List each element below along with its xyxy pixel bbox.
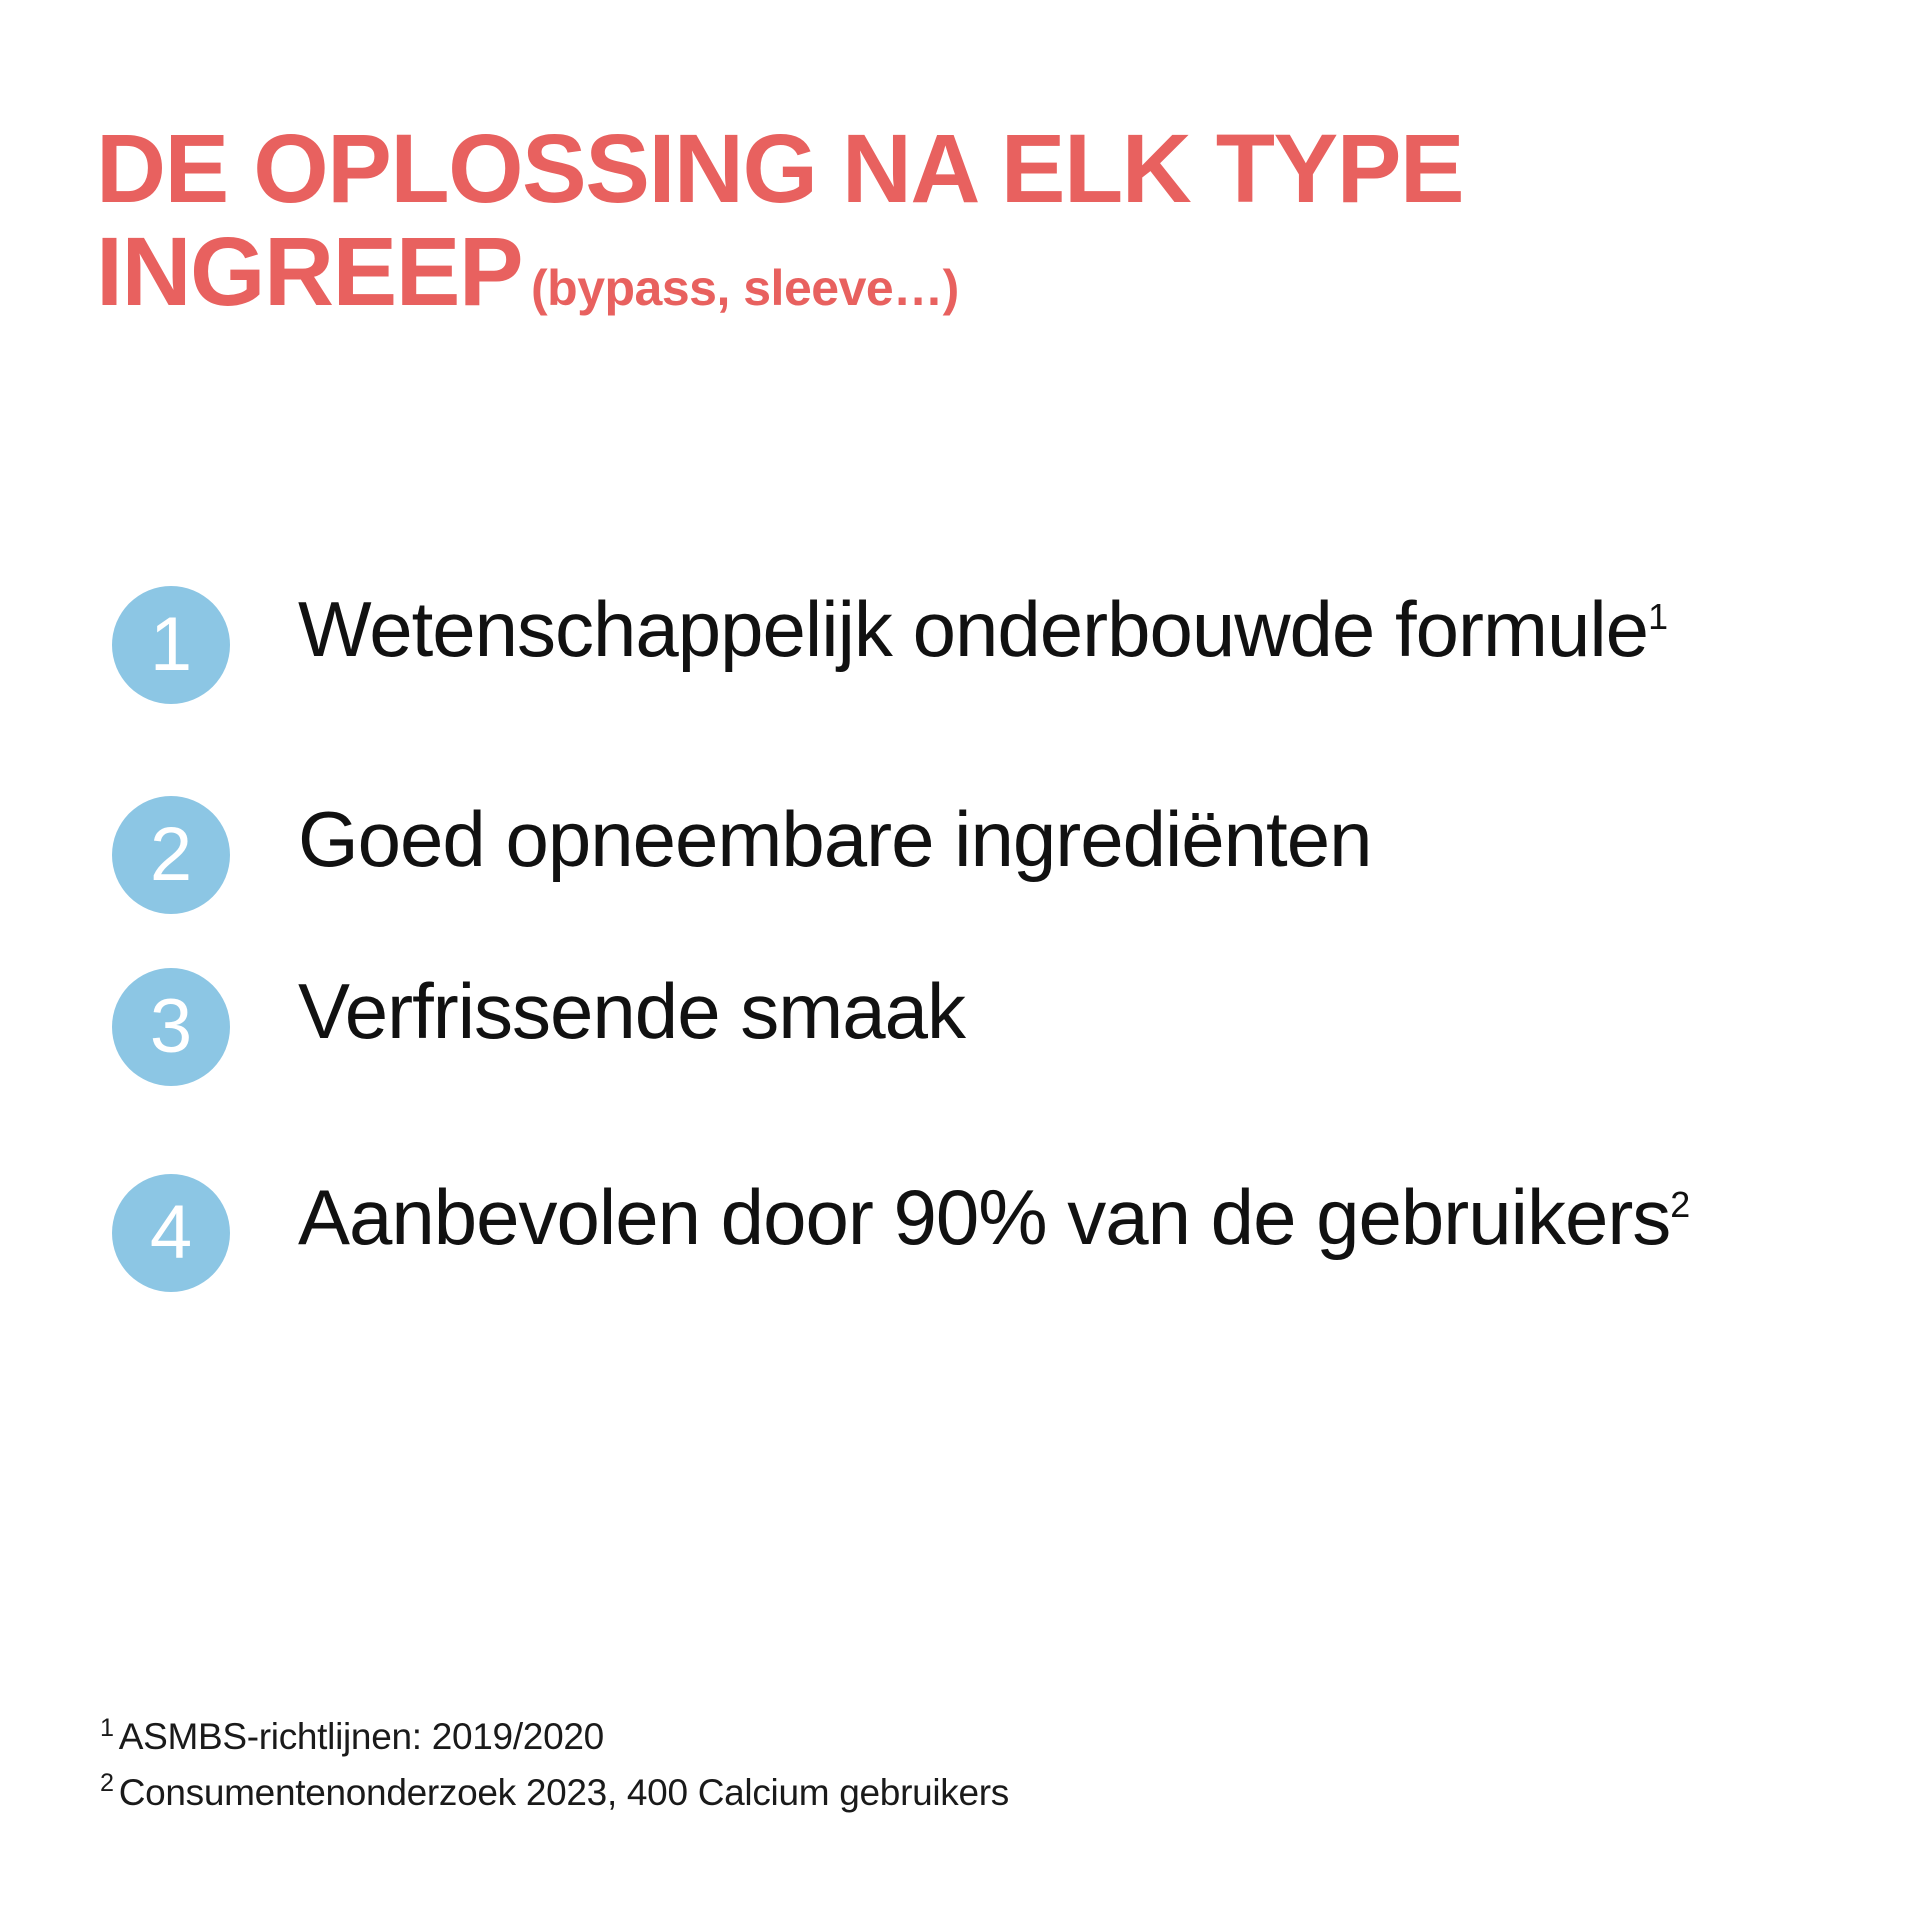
- footnote-marker: 1: [1648, 597, 1668, 637]
- footnote-2-text: Consumentenonderzoek 2023, 400 Calcium gebruikers: [118, 1771, 1009, 1813]
- page-title: [96, 114, 1824, 326]
- footnote-1-text: ASMBS-richtlijnen: 2019/2020: [118, 1716, 604, 1757]
- benefit-number-badge: 2: [112, 796, 230, 914]
- benefit-text: [298, 790, 1371, 890]
- list-item: [112, 1168, 1824, 1292]
- footnote-2: [100, 1765, 1009, 1821]
- benefit-label: Verfrissende smaak: [298, 967, 965, 1055]
- benefit-number-badge: 4: [112, 1174, 230, 1292]
- footnote-1-marker: 1: [100, 1713, 114, 1742]
- footnote-marker: 2: [1670, 1185, 1690, 1225]
- benefit-label: Wetenschappelijk onderbouwde formule: [298, 585, 1649, 673]
- benefit-text: [298, 1168, 1689, 1268]
- benefits-list: [112, 580, 1824, 1292]
- benefit-label: Goed opneembare ingrediënten: [298, 795, 1372, 883]
- page-title-subtitle: (bypass, sleeve…): [531, 259, 959, 316]
- benefit-number-badge: 3: [112, 968, 230, 1086]
- benefit-text: [298, 580, 1667, 680]
- footnote-1: [100, 1709, 1009, 1765]
- list-item: [112, 580, 1824, 704]
- benefit-number-badge: 1: [112, 586, 230, 704]
- list-item: [112, 790, 1824, 914]
- page-title-main: DE OPLOSSING NA ELK TYPE INGREEP: [96, 114, 1464, 326]
- list-item: [112, 962, 1824, 1086]
- footnotes: [100, 1709, 1009, 1820]
- benefit-text: [298, 962, 965, 1062]
- footnote-2-marker: 2: [100, 1769, 114, 1798]
- benefit-label: Aanbevolen door 90% van de gebruikers: [298, 1173, 1671, 1261]
